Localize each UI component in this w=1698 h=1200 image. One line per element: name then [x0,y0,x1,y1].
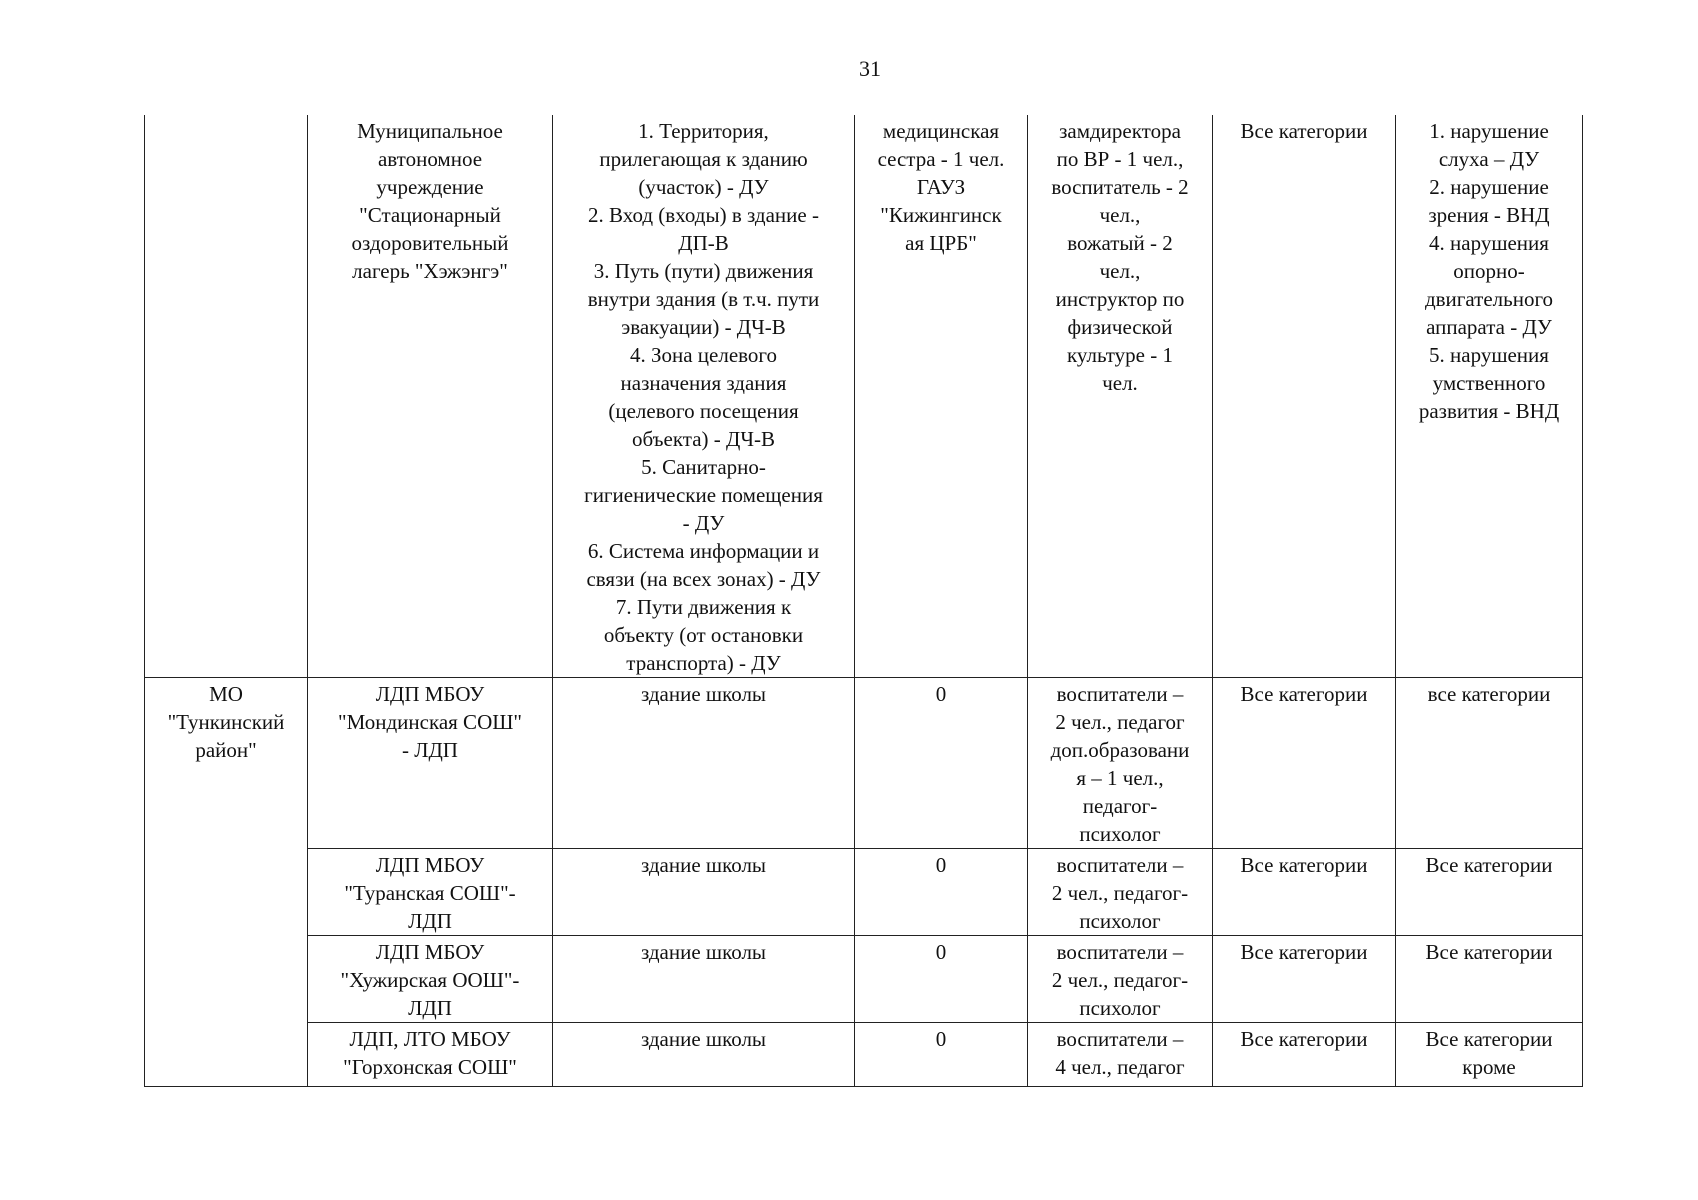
medical-staff-cell: 0 [855,1023,1028,1087]
medical-staff-cell: 0 [855,678,1028,849]
facilities-table [144,115,1583,1087]
table-row [145,115,1583,678]
zones-cell: здание школы [553,936,855,1023]
disability-access-cell: Все категории [1396,936,1583,1023]
served-categories-cell: Все категории [1213,678,1396,849]
page-number: 31 [859,56,881,81]
pedagogical-staff-cell: воспитатели – 2 чел., педагог доп.образовани я – 1 чел., педагог- психолог [1028,678,1213,849]
pedagogical-staff-cell: воспитатели – 2 чел., педагог- психолог [1028,849,1213,936]
zones-cell: здание школы [553,678,855,849]
district-cell [145,115,308,678]
disability-access-cell: Все категории кроме [1396,1023,1583,1087]
served-categories-cell: Все категории [1213,936,1396,1023]
organization-cell: Муниципальное автономное учреждение "Стационарный оздоровительный лагерь "Хэжэнгэ" [308,115,553,678]
medical-staff-cell: медицинская сестра - 1 чел. ГАУЗ "Кижингинск ая ЦРБ" [855,115,1028,678]
table-row [145,678,1583,849]
served-categories-cell: Все категории [1213,1023,1396,1087]
table-row [145,849,1583,936]
served-categories-cell: Все категории [1213,115,1396,678]
pedagogical-staff-cell: замдиректора по ВР - 1 чел., воспитатель - 2 чел., вожатый - 2 чел., инструктор по физической культуре - 1 чел. [1028,115,1213,678]
medical-staff-cell: 0 [855,849,1028,936]
medical-staff-cell: 0 [855,936,1028,1023]
disability-access-cell: все категории [1396,678,1583,849]
served-categories-cell: Все категории [1213,849,1396,936]
table-row [145,936,1583,1023]
zones-cell: здание школы [553,849,855,936]
disability-access-cell: 1. нарушение слуха – ДУ 2. нарушение зрения - ВНД 4. нарушения опорно- двигательного аппарата - ДУ 5. нарушения умственного развития - ВНД [1396,115,1583,678]
zones-cell: здание школы [553,1023,855,1087]
pedagogical-staff-cell: воспитатели – 2 чел., педагог- психолог [1028,936,1213,1023]
organization-cell: ЛДП МБОУ "Мондинская СОШ" - ЛДП [308,678,553,849]
disability-access-cell: Все категории [1396,849,1583,936]
district-cell: МО "Тункинский район" [145,678,308,1087]
zones-cell: 1. Территория, прилегающая к зданию (участок) - ДУ 2. Вход (входы) в здание - ДП-В 3. Путь (пути) движения внутри здания (в т.ч. пути эвакуации) - ДЧ-В 4. Зона целевого назначения здания (целевого посещения объекта) - ДЧ-В 5. Санитарно- гигиенические помещения - ДУ 6. Система информации и связи (на всех зонах) - ДУ 7. Пути движения к объекту (от остановки транспорта) - ДУ [553,115,855,678]
organization-cell: ЛДП, ЛТО МБОУ "Горхонская СОШ" [308,1023,553,1087]
organization-cell: ЛДП МБОУ "Туранская СОШ"- ЛДП [308,849,553,936]
organization-cell: ЛДП МБОУ "Хужирская ООШ"- ЛДП [308,936,553,1023]
table-row [145,1023,1583,1087]
pedagogical-staff-cell: воспитатели – 4 чел., педагог [1028,1023,1213,1087]
